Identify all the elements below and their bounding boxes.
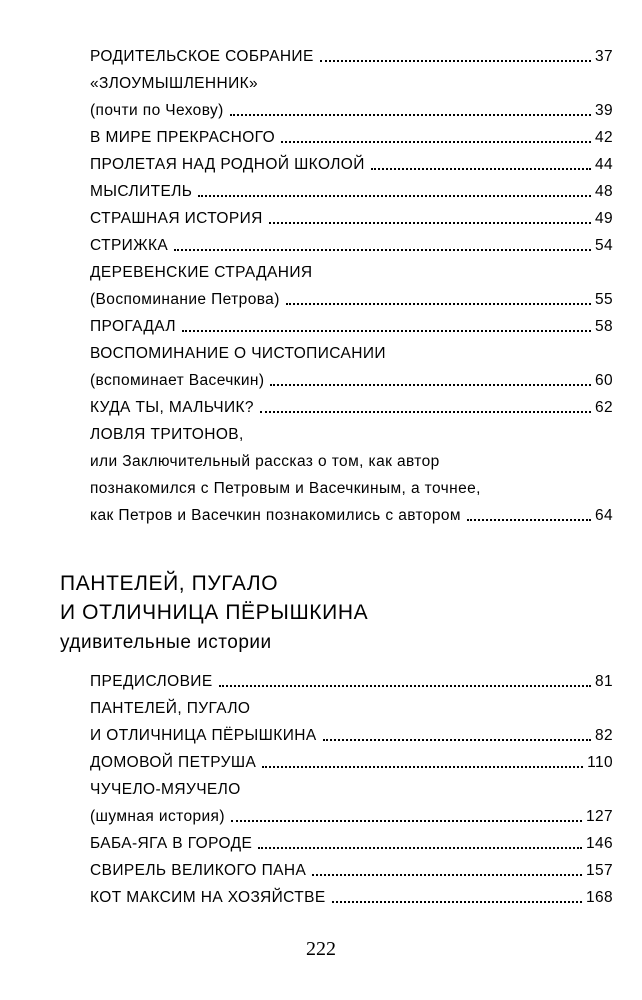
dot-leader bbox=[281, 141, 591, 143]
dot-leader bbox=[312, 874, 582, 876]
toc-entry bbox=[90, 391, 613, 417]
toc-entry-title: ДОМОВОЙ ПЕТРУША bbox=[90, 754, 257, 771]
dot-leader bbox=[262, 766, 583, 768]
dot-leader bbox=[231, 820, 582, 822]
toc-entry bbox=[90, 310, 613, 336]
toc-entry-title: (шумная история) bbox=[90, 808, 225, 825]
toc-entry-title: БАБА-ЯГА В ГОРОДЕ bbox=[90, 835, 253, 852]
toc-entry-page: 39 bbox=[594, 102, 613, 119]
toc-entry-title: познакомился с Петровым и Васечкиным, а точнее, bbox=[90, 480, 481, 497]
toc-entry-page: 157 bbox=[585, 862, 613, 879]
toc-entry-title: ПАНТЕЛЕЙ, ПУГАЛО bbox=[90, 700, 251, 717]
toc-entry-title: ДЕРЕВЕНСКИЕ СТРАДАНИЯ bbox=[90, 264, 313, 281]
toc-entry-page: 42 bbox=[594, 129, 613, 146]
toc-entry-title: РОДИТЕЛЬСКОЕ СОБРАНИЕ bbox=[90, 48, 314, 65]
toc-entry-title: ЧУЧЕЛО-МЯУЧЕЛО bbox=[90, 781, 241, 798]
dot-leader bbox=[269, 222, 591, 224]
dot-leader bbox=[198, 195, 591, 197]
toc-entry-title: ЛОВЛЯ ТРИТОНОВ, bbox=[90, 426, 244, 443]
toc-entry bbox=[90, 827, 613, 853]
toc-entry-page: 168 bbox=[585, 889, 613, 906]
toc-entry bbox=[90, 148, 613, 174]
toc-entry bbox=[90, 256, 613, 282]
toc-entry-page: 49 bbox=[594, 210, 613, 227]
toc-entry bbox=[90, 121, 613, 147]
toc-entry-page: 127 bbox=[585, 808, 613, 825]
toc-entry bbox=[90, 854, 613, 880]
toc-entry bbox=[90, 472, 613, 498]
toc-entry bbox=[90, 418, 613, 444]
toc-entry bbox=[90, 283, 613, 309]
toc-entry bbox=[90, 665, 613, 691]
toc-entry bbox=[90, 773, 613, 799]
dot-leader bbox=[219, 685, 591, 687]
toc-entry bbox=[90, 229, 613, 255]
toc-entry bbox=[90, 746, 613, 772]
toc-entry-title: ВОСПОМИНАНИЕ О ЧИСТОПИСАНИИ bbox=[90, 345, 386, 362]
dot-leader bbox=[332, 901, 582, 903]
dot-leader bbox=[260, 411, 591, 413]
section-subtitle: удивительные истории bbox=[60, 632, 272, 653]
toc-entry-title: ПРОЛЕТАЯ НАД РОДНОЙ ШКОЛОЙ bbox=[90, 156, 365, 173]
toc-entry-title: СВИРЕЛЬ ВЕЛИКОГО ПАНА bbox=[90, 862, 307, 879]
toc-entry bbox=[90, 94, 613, 120]
dot-leader bbox=[467, 519, 591, 521]
toc-entry-page: 58 bbox=[594, 318, 613, 335]
toc-entry-title: или Заключительный рассказ о том, как автор bbox=[90, 453, 440, 470]
toc-entry bbox=[90, 364, 613, 390]
toc-entry bbox=[90, 40, 613, 66]
toc-entry bbox=[90, 67, 613, 93]
dot-leader bbox=[320, 60, 591, 62]
toc-entry bbox=[90, 499, 613, 525]
toc-entry-title: И ОТЛИЧНИЦА ПЁРЫШКИНА bbox=[90, 727, 317, 744]
toc-entry-page: 110 bbox=[587, 754, 613, 771]
section-title-line-1: ПАНТЕЛЕЙ, ПУГАЛО bbox=[60, 572, 279, 595]
toc-entry-page: 81 bbox=[594, 673, 613, 690]
toc-entry bbox=[90, 881, 613, 907]
toc-entry bbox=[90, 800, 613, 826]
toc-entry bbox=[90, 175, 613, 201]
toc-entry-page: 146 bbox=[585, 835, 613, 852]
toc-entry-page: 55 bbox=[594, 291, 613, 308]
toc-entry-page: 64 bbox=[594, 507, 613, 524]
section-title-line-2: И ОТЛИЧНИЦА ПЁРЫШКИНА bbox=[60, 601, 369, 624]
dot-leader bbox=[182, 330, 591, 332]
toc-entry-page: 54 bbox=[594, 237, 613, 254]
toc-entry bbox=[90, 202, 613, 228]
dot-leader bbox=[270, 384, 591, 386]
dot-leader bbox=[174, 249, 591, 251]
toc-entry-page: 37 bbox=[594, 48, 613, 65]
toc-entry-title: КОТ МАКСИМ НА ХОЗЯЙСТВЕ bbox=[90, 889, 326, 906]
toc-entry-title: (вспоминает Васечкин) bbox=[90, 372, 265, 389]
toc-entry bbox=[90, 337, 613, 363]
dot-leader bbox=[230, 114, 591, 116]
toc-entry-title: В МИРЕ ПРЕКРАСНОГО bbox=[90, 129, 276, 146]
dot-leader bbox=[323, 739, 591, 741]
toc-entry-title: СТРИЖКА bbox=[90, 237, 169, 254]
toc-entry-title: МЫСЛИТЕЛЬ bbox=[90, 183, 193, 200]
toc-entry-title: ПРОГАДАЛ bbox=[90, 318, 176, 335]
toc-entry-page: 82 bbox=[594, 727, 613, 744]
toc-entry bbox=[90, 692, 613, 718]
toc-entry-page: 44 bbox=[594, 156, 613, 173]
dot-leader bbox=[286, 303, 591, 305]
toc-entry-title: КУДА ТЫ, МАЛЬЧИК? bbox=[90, 399, 254, 416]
dot-leader bbox=[371, 168, 591, 170]
toc-entry-page: 62 bbox=[594, 399, 613, 416]
toc-entry-title: как Петров и Васечкин познакомились с автором bbox=[90, 507, 461, 524]
dot-leader bbox=[258, 847, 582, 849]
toc-entry-page: 48 bbox=[594, 183, 613, 200]
toc-entry bbox=[90, 445, 613, 471]
toc-entry-page: 60 bbox=[594, 372, 613, 389]
toc-entry bbox=[90, 719, 613, 745]
page-number: 222 bbox=[306, 938, 336, 960]
toc-entry-title: ПРЕДИСЛОВИЕ bbox=[90, 673, 213, 690]
toc-entry-title: (почти по Чехову) bbox=[90, 102, 224, 119]
toc-entry-title: (Воспоминание Петрова) bbox=[90, 291, 280, 308]
toc-entry-title: СТРАШНАЯ ИСТОРИЯ bbox=[90, 210, 263, 227]
toc-entry-title: «ЗЛОУМЫШЛЕННИК» bbox=[90, 75, 259, 92]
